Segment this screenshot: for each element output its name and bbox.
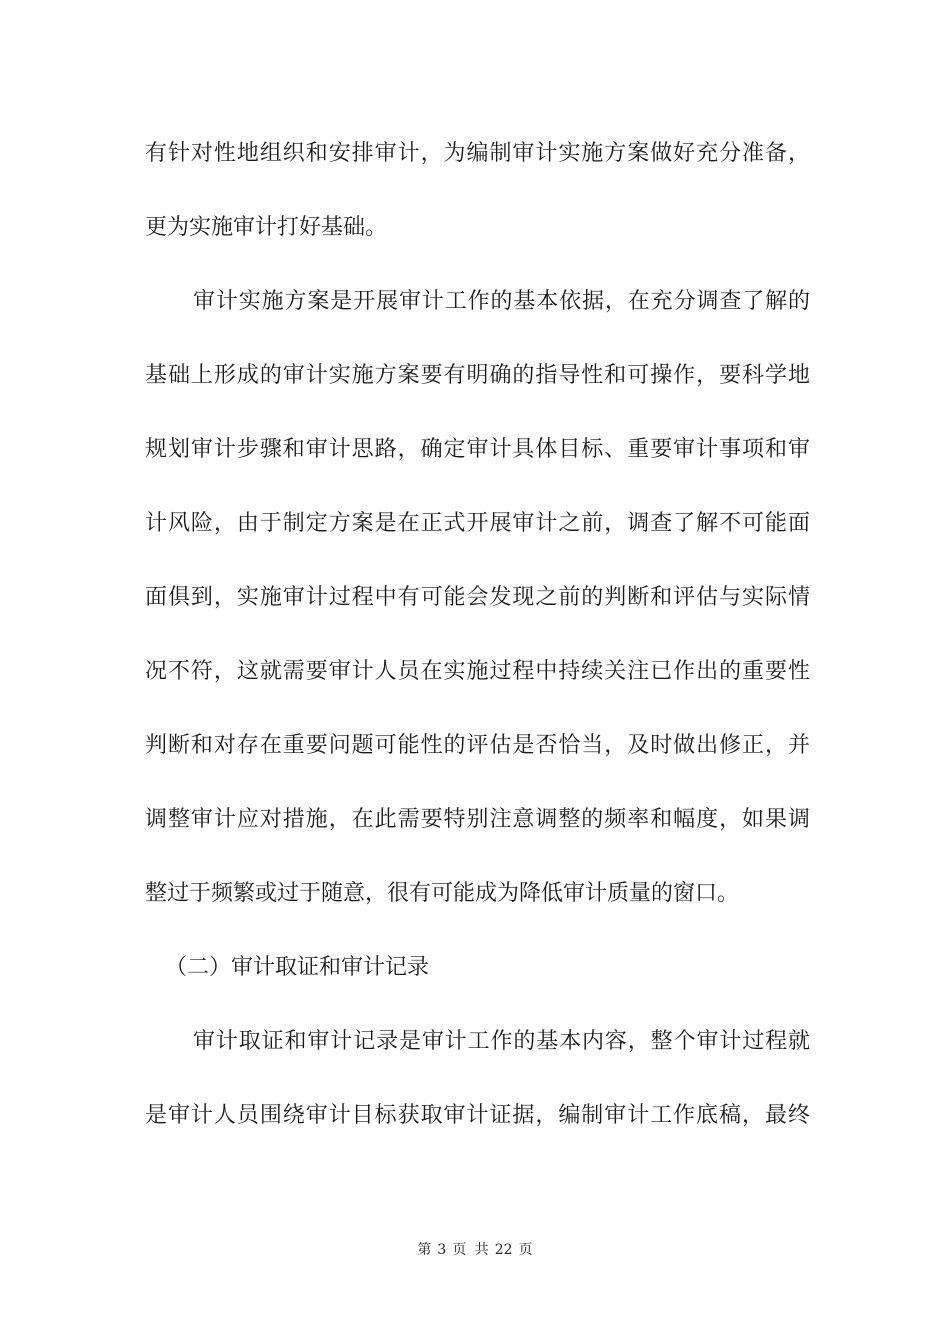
paragraph-line: 有针对性地组织和安排审计，为编制审计实施方案做好充分准备， — [145, 141, 810, 166]
paragraph-line: 计风险，由于制定方案是在正式开展审计之前，调查了解不可能面 — [145, 511, 810, 536]
page-footer — [0, 1240, 950, 1260]
footer-middle: 页 共 — [452, 1242, 489, 1258]
footer-prefix: 第 — [417, 1242, 432, 1258]
paragraph-line: 审计取证和审计记录是审计工作的基本内容，整个审计过程就 — [193, 1029, 810, 1054]
paragraph-line: 况不符，这就需要审计人员在实施过程中持续关注已作出的重要性 — [145, 659, 810, 684]
paragraph-line: 规划审计步骤和审计思路，确定审计具体目标、重要审计事项和审 — [145, 437, 810, 462]
paragraph-line: 是审计人员围绕审计目标获取审计证据，编制审计工作底稿，最终 — [145, 1103, 810, 1128]
paragraph-line: 面俱到，实施审计过程中有可能会发现之前的判断和评估与实际情 — [145, 585, 810, 610]
paragraph-line: 基础上形成的审计实施方案要有明确的指导性和可操作，要科学地 — [145, 363, 810, 388]
paragraph-line: 判断和对存在重要问题可能性的评估是否恰当，及时做出修正，并 — [145, 733, 810, 758]
paragraph-line: 更为实施审计打好基础。 — [145, 215, 388, 240]
paragraph-line: 调整审计应对措施，在此需要特别注意调整的频率和幅度，如果调 — [145, 807, 810, 832]
paragraph-line: 审计实施方案是开展审计工作的基本依据，在充分调查了解的 — [193, 289, 810, 314]
total-pages-number: 22 — [494, 1242, 513, 1258]
paragraph-line: 整过于频繁或过于随意，很有可能成为降低审计质量的窗口。 — [145, 881, 740, 906]
section-heading: （二）审计取证和审计记录 — [165, 955, 430, 980]
current-page-number: 3 — [437, 1242, 447, 1258]
footer-suffix: 页 — [518, 1242, 533, 1258]
